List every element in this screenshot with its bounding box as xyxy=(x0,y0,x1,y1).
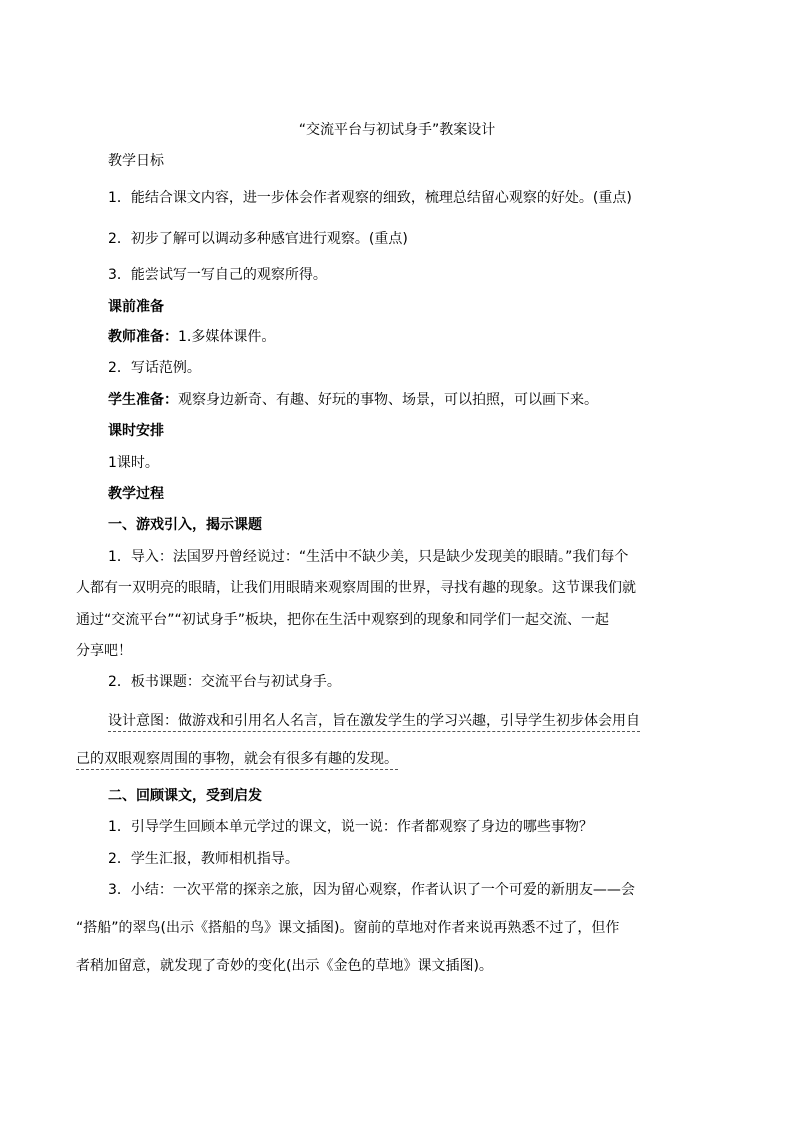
section2-heading: 二、回顾课文，受到启发 xyxy=(108,788,262,804)
student-prep xyxy=(108,391,598,409)
section1-p1-line-2: 人都有一双明亮的眼睛，让我们用眼睛来观察周围的世界，寻找有趣的现象。这节课我们就 xyxy=(76,580,636,596)
section1-p1-line-1: 1．导入：法国罗丹曾经说过：“生活中不缺少美，只是缺少发现美的眼睛。”我们每个 xyxy=(108,549,629,565)
section1-p1-line-3: 通过“交流平台”“初试身手”板块，把你在生活中观察到的现象和同学们一起交流、一起 xyxy=(76,612,610,628)
schedule-heading: 课时安排 xyxy=(108,423,164,439)
teacher-prep-label: 教师准备： xyxy=(108,329,178,345)
goals-heading: 教学日标 xyxy=(108,153,164,169)
schedule-text: 1课时。 xyxy=(108,455,159,471)
teacher-prep xyxy=(108,328,275,346)
section2-p2: 2．学生汇报，教师相机指导。 xyxy=(108,851,299,867)
section1-heading: 一、游戏引入，揭示课题 xyxy=(108,517,262,533)
student-prep-text: 观察身边新奇、有趣、好玩的事物、场景，可以拍照，可以画下来。 xyxy=(178,392,598,408)
design-intent-text-2: 己的双眼观察周围的事物，就会有很多有趣的发现。 xyxy=(76,751,398,770)
goal-item-2: 2．初步了解可以调动多种感官进行观察。(重点) xyxy=(108,231,408,247)
section2-p1: 1．引导学生回顾本单元学过的课文，说一说：作者都观察了身边的哪些事物？ xyxy=(108,819,593,835)
student-prep-label: 学生准备： xyxy=(108,392,178,408)
goal-item-1: 1．能结合课文内容，进一步体会作者观察的细致，梳理总结留心观察的好处。(重点) xyxy=(108,190,632,206)
prep-heading: 课前准备 xyxy=(108,299,164,315)
section2-p3-line-1: 3．小结：一次平常的探亲之旅，因为留心观察，作者认识了一个可爱的新朋友——会 xyxy=(108,882,635,898)
teacher-prep-item-1: 1.多媒体课件。 xyxy=(178,329,276,345)
goal-item-3: 3．能尝试写一写自己的观察所得。 xyxy=(108,267,327,283)
process-heading: 教学过程 xyxy=(108,486,164,502)
design-intent-line-1 xyxy=(108,712,640,730)
document-title: “交流平台与初试身手”教案设计 xyxy=(298,122,496,138)
section1-p1-line-4: 分享吧！ xyxy=(76,643,132,659)
section1-p2: 2．板书课题：交流平台与初试身手。 xyxy=(108,674,341,690)
design-intent-text-1: 设计意图：做游戏和引用名人名言，旨在激发学生的学习兴趣，引导学生初步体会用自 xyxy=(108,713,640,732)
section2-p3-line-3: 者稍加留意，就发现了奇妙的变化(出示《金色的草地》课文插图)。 xyxy=(76,958,493,974)
design-intent-line-2 xyxy=(76,750,398,768)
section2-p3-line-2: “搭船”的翠鸟(出示《搭船的鸟》课文插图)。窗前的草地对作者来说再熟悉不过了，但作 xyxy=(76,920,620,936)
teacher-prep-item-2: 2．写话范例。 xyxy=(108,360,201,376)
